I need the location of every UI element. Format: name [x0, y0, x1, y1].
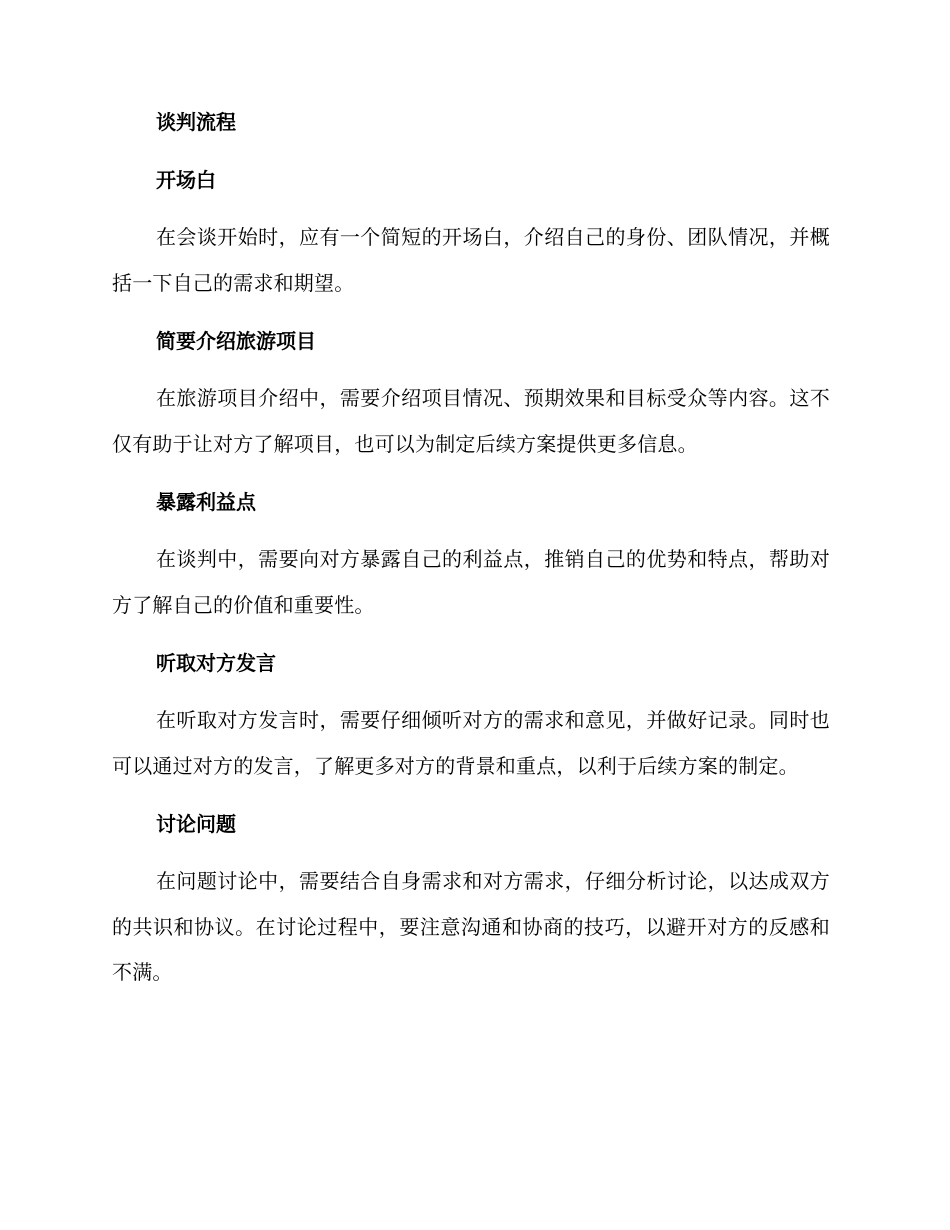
section-paragraph: 在问题讨论中，需要结合自身需求和对方需求，仔细分析讨论，以达成双方的共识和协议。在讨论过程中，要注意沟通和协商的技巧，以避开对方的反感和不满。: [112, 869, 830, 984]
section-interests: [112, 488, 830, 628]
section-paragraph: 在谈判中，需要向对方暴露自己的利益点，推销自己的优势和特点，帮助对方了解自己的价值和重要性。: [112, 547, 830, 617]
section-paragraph: 在会谈开始时，应有一个简短的开场白，介绍自己的身份、团队情况，并概括一下自己的需求和期望。: [112, 225, 830, 295]
section-heading: 简要介绍旅游项目: [156, 329, 316, 353]
section-listening: [112, 649, 830, 789]
section-paragraph: 在听取对方发言时，需要仔细倾听对方的需求和意见，并做好记录。同时也可以通过对方的发言，了解更多对方的背景和重点，以利于后续方案的制定。: [112, 708, 830, 778]
section-paragraph: 在旅游项目介绍中，需要介绍项目情况、预期效果和目标受众等内容。这不仅有助于让对方了解项目，也可以为制定后续方案提供更多信息。: [112, 386, 830, 456]
section-discussion: [112, 810, 830, 996]
section-heading: 开场白: [156, 168, 216, 192]
section-project-intro: [112, 327, 830, 467]
section-heading: 讨论问题: [156, 812, 236, 836]
document-title: 谈判流程: [156, 110, 236, 134]
section-heading: 暴露利益点: [156, 490, 256, 514]
section-heading: 听取对方发言: [156, 651, 276, 675]
section-opening: [112, 166, 830, 306]
